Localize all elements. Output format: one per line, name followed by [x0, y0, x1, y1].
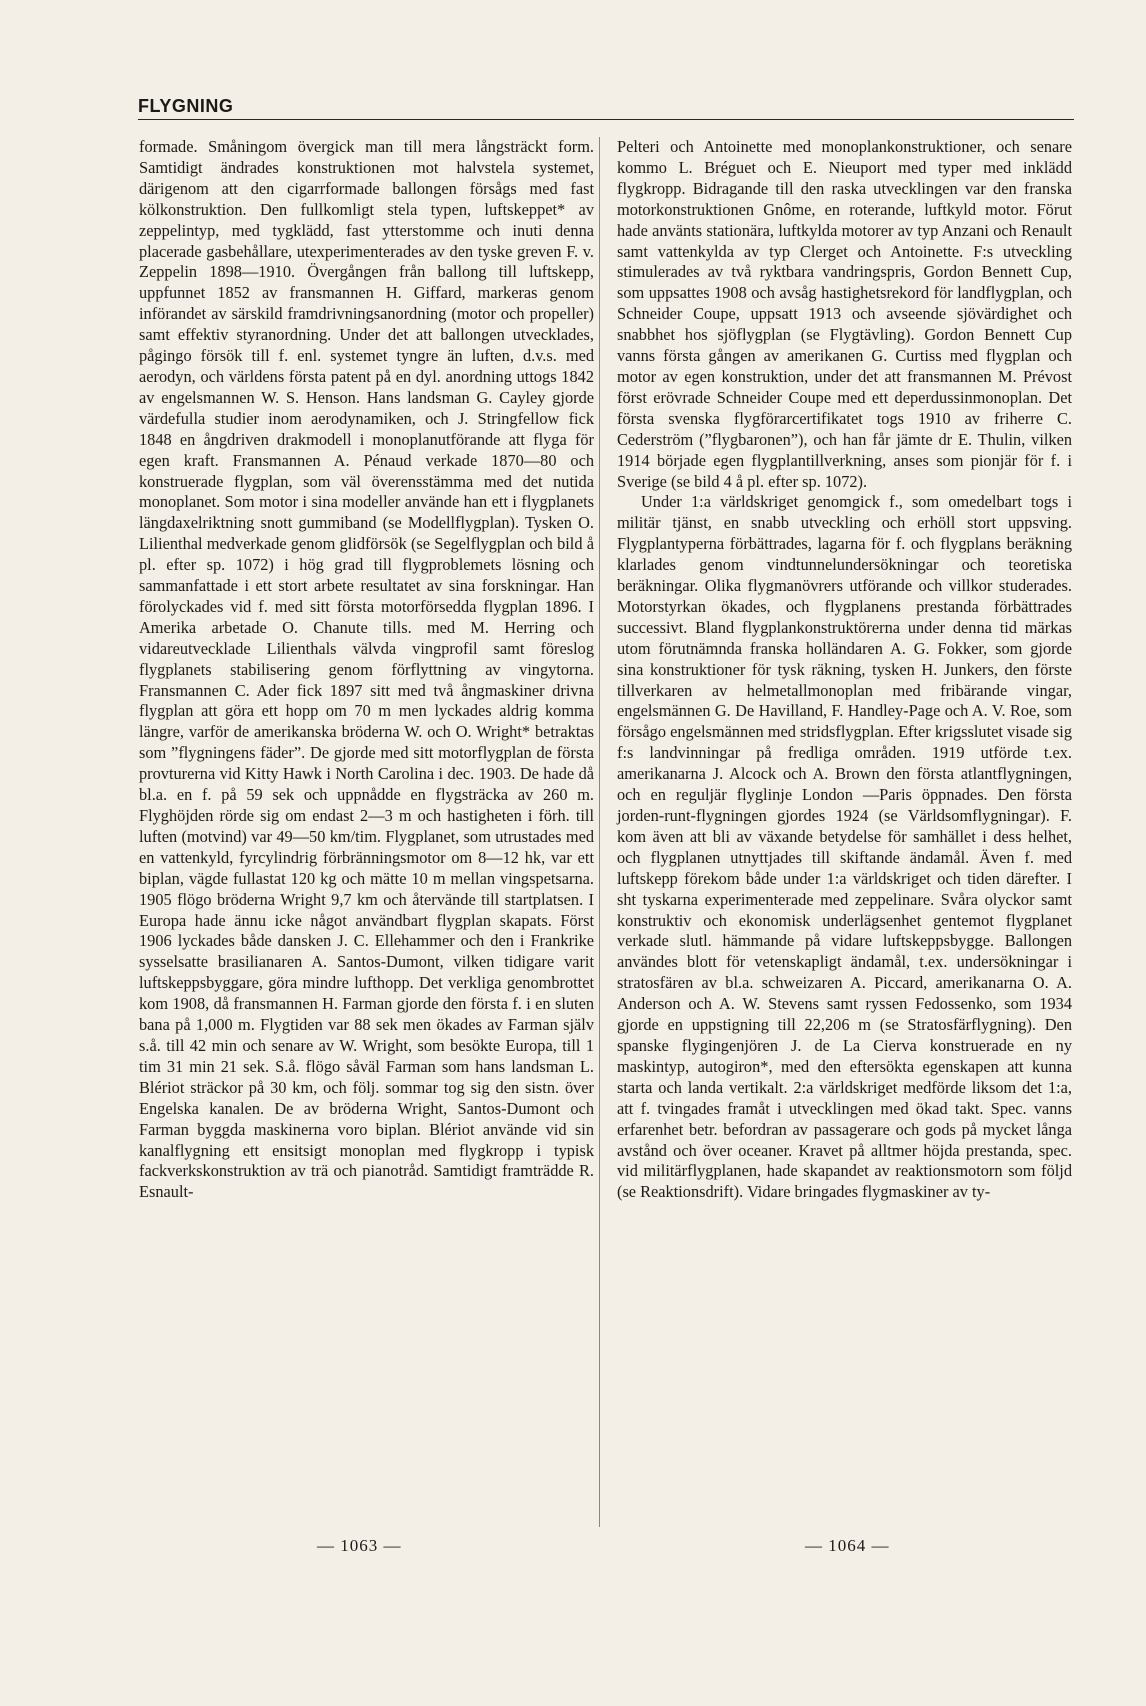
left-column: [139, 137, 594, 1203]
page-title: FLYGNING: [138, 96, 234, 116]
column-divider: [599, 137, 600, 1527]
right-column: [617, 137, 1072, 1203]
right-column-paragraph-2: Under 1:a världskriget genomgick f., som omedelbart togs i militär tjänst, en snabb utveckling och erhöll stort uppsving. Flygplantyperna förbättrades, lagarna för f. och flygplans beräkning klarlades genom vindtunnelundersökningar och teoretiska beräkningar. Olika flygmanövrers utförande och villkor studerades. Motorstyrkan ökades, och flygplanens prestanda förbättrades successivt. Bland flygplankonstruktörerna under denna tid märkas utom förutnämnda franska holländaren A. G. Fokker, som gjorde sina konstruktioner för tysk räkning, tysken H. Junkers, den förste tillverkaren av helmetallmonoplan med fribärande vingar, engelsmännen G. De Havilland, F. Handley-Page och A. V. Roe, som försågo engelsmännen med stridsflygplan. Efter krigsslutet visade sig f:s landvinningar på fredliga områden. 1919 utförde t.ex. amerikanarna J. Alcock och A. Brown den första atlantflygningen, och en reguljär flyglinje London —Paris öppnades. Den första jorden-runt-flygningen gjordes 1924 (se Världsomflygningar). F. kom även att bli av växande betydelse för samhället i dess helhet, och flygplanen utnyttjades till skiftande ändamål. Även f. med luftskepp förekom både under 1:a världskriget och tiden därefter. I sht tyskarna experimenterade med zeppelinare. Svåra olyckor samt konstruktiv och ekonomisk underlägsenhet gentemot flygplanet verkade slutl. hämmande på vidare luftskeppsbygge. Ballongen användes blott för vetenskapligt ändamål, t.ex. undersökningar i stratosfären av bl.a. schweizaren A. Piccard, amerikanarna O. A. Anderson och A. W. Stevens samt ryssen Fedossenko, som 1934 gjorde en uppstigning till 22,206 m (se Stratosfärflygning). Den spanske flygingenjören J. de La Cierva konstruerade en ny maskintyp, autogiron*, med den eftersökta egenskapen att kunna starta och landa vertikalt. 2:a världskriget medförde liksom det 1:a, att f. tvingades framåt i utvecklingen med ökad takt. Spec. vanns erfarenhet betr. befordran av passagerare och gods på mycket långa avstånd och över oceaner. Kravet på alltmer höjda prestanda, spec. vid militärflygplanen, hade skapandet av reaktionsmotorn som följd (se Reaktionsdrift). Vidare bringades flygmaskiner av ty-: [617, 492, 1072, 1202]
running-header: [138, 96, 1074, 120]
right-column-paragraph-1: Pelteri och Antoinette med monoplankonstruktioner, och senare kommo L. Bréguet och E. Nieuport med typer med inklädd flygkropp. Bidragande till den raska utvecklingen var den franska motorkonstruktionen Gnôme, en roterande, luftkyld motor. Förut hade använts stationära, luftkylda motorer av typ Anzani och Renault samt vattenkylda av typ Clerget och Antoinette. F:s utveckling stimulerades av två ryktbara vandringspris, Gordon Bennett Cup, som uppsattes 1908 och avsåg hastighetsrekord för landflygplan, och Schneider Coupe, uppsatt 1913 och avseende sjövärdighet och snabbhet hos sjöflygplan (se Flygtävling). Gordon Bennett Cup vanns första gången av amerikanen G. Curtiss med flygplan och motor av egen konstruktion, under det att fransmannen M. Prévost först erövrade Schneider Coupe med ett deperdussinmonoplan. Det första svenska flygförarcertifikatet togs 1910 av friherre C. Cederström (”flygbaronen”), och han får jämte dr E. Thulin, vilken 1914 började egen flygplantillverkning, anses som pionjär för f. i Sverige (se bild 4 å pl. efter sp. 1072).: [617, 137, 1072, 491]
page-number-left: — 1063 —: [317, 1536, 402, 1555]
left-column-paragraph-1: formade. Småningom övergick man till mera långsträckt form. Samtidigt ändrades konstruktionen mot halvstela systemet, därigenom att den cigarrformade ballongen försågs med fast kölkonstruktion. Den fullkomligt stela typen, luftskeppet* av zeppelintyp, med tygklädd, fast ytterstomme och inuti denna placerade gasbehållare, utexperimenterades av den tyske greven F. v. Zeppelin 1898—1910. Övergången från ballong till luftskepp, uppfunnet 1852 av fransmannen H. Giffard, markeras genom införandet av särskild framdrivningsanordning (motor och propeller) samt effektiv styranordning. Under det att ballongen utvecklades, pågingo försök till f. enl. systemet tyngre än luften, d.v.s. med aerodyn, och världens första patent på en dyl. anordning uttogs 1842 av engelsmannen W. S. Henson. Hans landsman G. Cayley gjorde värdefulla studier inom aerodynamiken, och J. Stringfellow fick 1848 en ångdriven drakmodell i monoplanutförande att flyga för egen kraft. Fransmannen A. Pénaud verkade 1870—80 och konstruerade flygplan, som väl överensstämma med det nutida monoplanet. Som motor i sina modeller använde han ett i flygplanets längdaxelriktning snott gummiband (se Modellflygplan). Tysken O. Lilienthal medverkade genom glidförsök (se Segelflygplan och bild å pl. efter sp. 1072) i hög grad till flygproblemets lösning och sammanfattade i ett stort arbete resultatet av sina forskningar. Han förolyckades vid f. med sitt första motorförsedda flygplan 1896. I Amerika arbetade O. Chanute tills. med M. Herring och vidareutvecklade Lilienthals välvda vingprofil samt föreslog flygplanets stabilisering genom förflyttning av vingytorna. Fransmannen C. Ader fick 1897 sitt med två ångmaskiner drivna flygplan att göra ett hopp om 70 m men lyckades aldrig komma längre, varför de amerikanska bröderna W. och O. Wright* betraktas som ”flygningens fäder”. De gjorde med sitt motorflygplan de första provturerna vid Kitty Hawk i North Carolina i dec. 1903. De hade då bl.a. en f. på 59 sek och uppnådde en flygsträcka av 260 m. Flyghöjden rörde sig om endast 2—3 m och hastigheten i förh. till luften (motvind) var 49—50 km/tim. Flygplanet, som utrustades med en vattenkyld, fyrcylindrig förbränningsmotor om 8—12 hk, var ett biplan, vägde fullastat 120 kg och mätte 10 m mellan vingspetsarna. 1905 flögo bröderna Wright 9,7 km och återvände till startplatsen. I Europa hade ännu icke något användbart flygplan skapats. Först 1906 lyckades både dansken J. C. Ellehammer och den i Frankrike sysselsatte brasilianaren A. Santos-Dumont, vilken tidigare varit luftskeppsbyggare, göra mindre lufthopp. Det verkliga genombrottet kom 1908, då fransmannen H. Farman gjorde den första f. i en sluten bana på 1,000 m. Flygtiden var 88 sek men ökades av Farman själv s.å. till 42 min och senare av W. Wright, som besökte Europa, till 1 tim 31 min 21 sek. S.å. flögo såväl Farman som hans landsman L. Blériot sträckor på 30 km, och följ. sommar tog sig den sistn. över Engelska kanalen. De av bröderna Wright, Santos-Dumont och Farman byggda maskinerna voro biplan. Blériot använde vid sin kanalflygning ett ensitsigt monoplan med flygkropp i typisk fackverkskonstruktion av trä och pianotråd. Samtidigt framträdde R. Esnault-: [139, 137, 594, 1202]
page-number-right: — 1064 —: [805, 1536, 890, 1555]
